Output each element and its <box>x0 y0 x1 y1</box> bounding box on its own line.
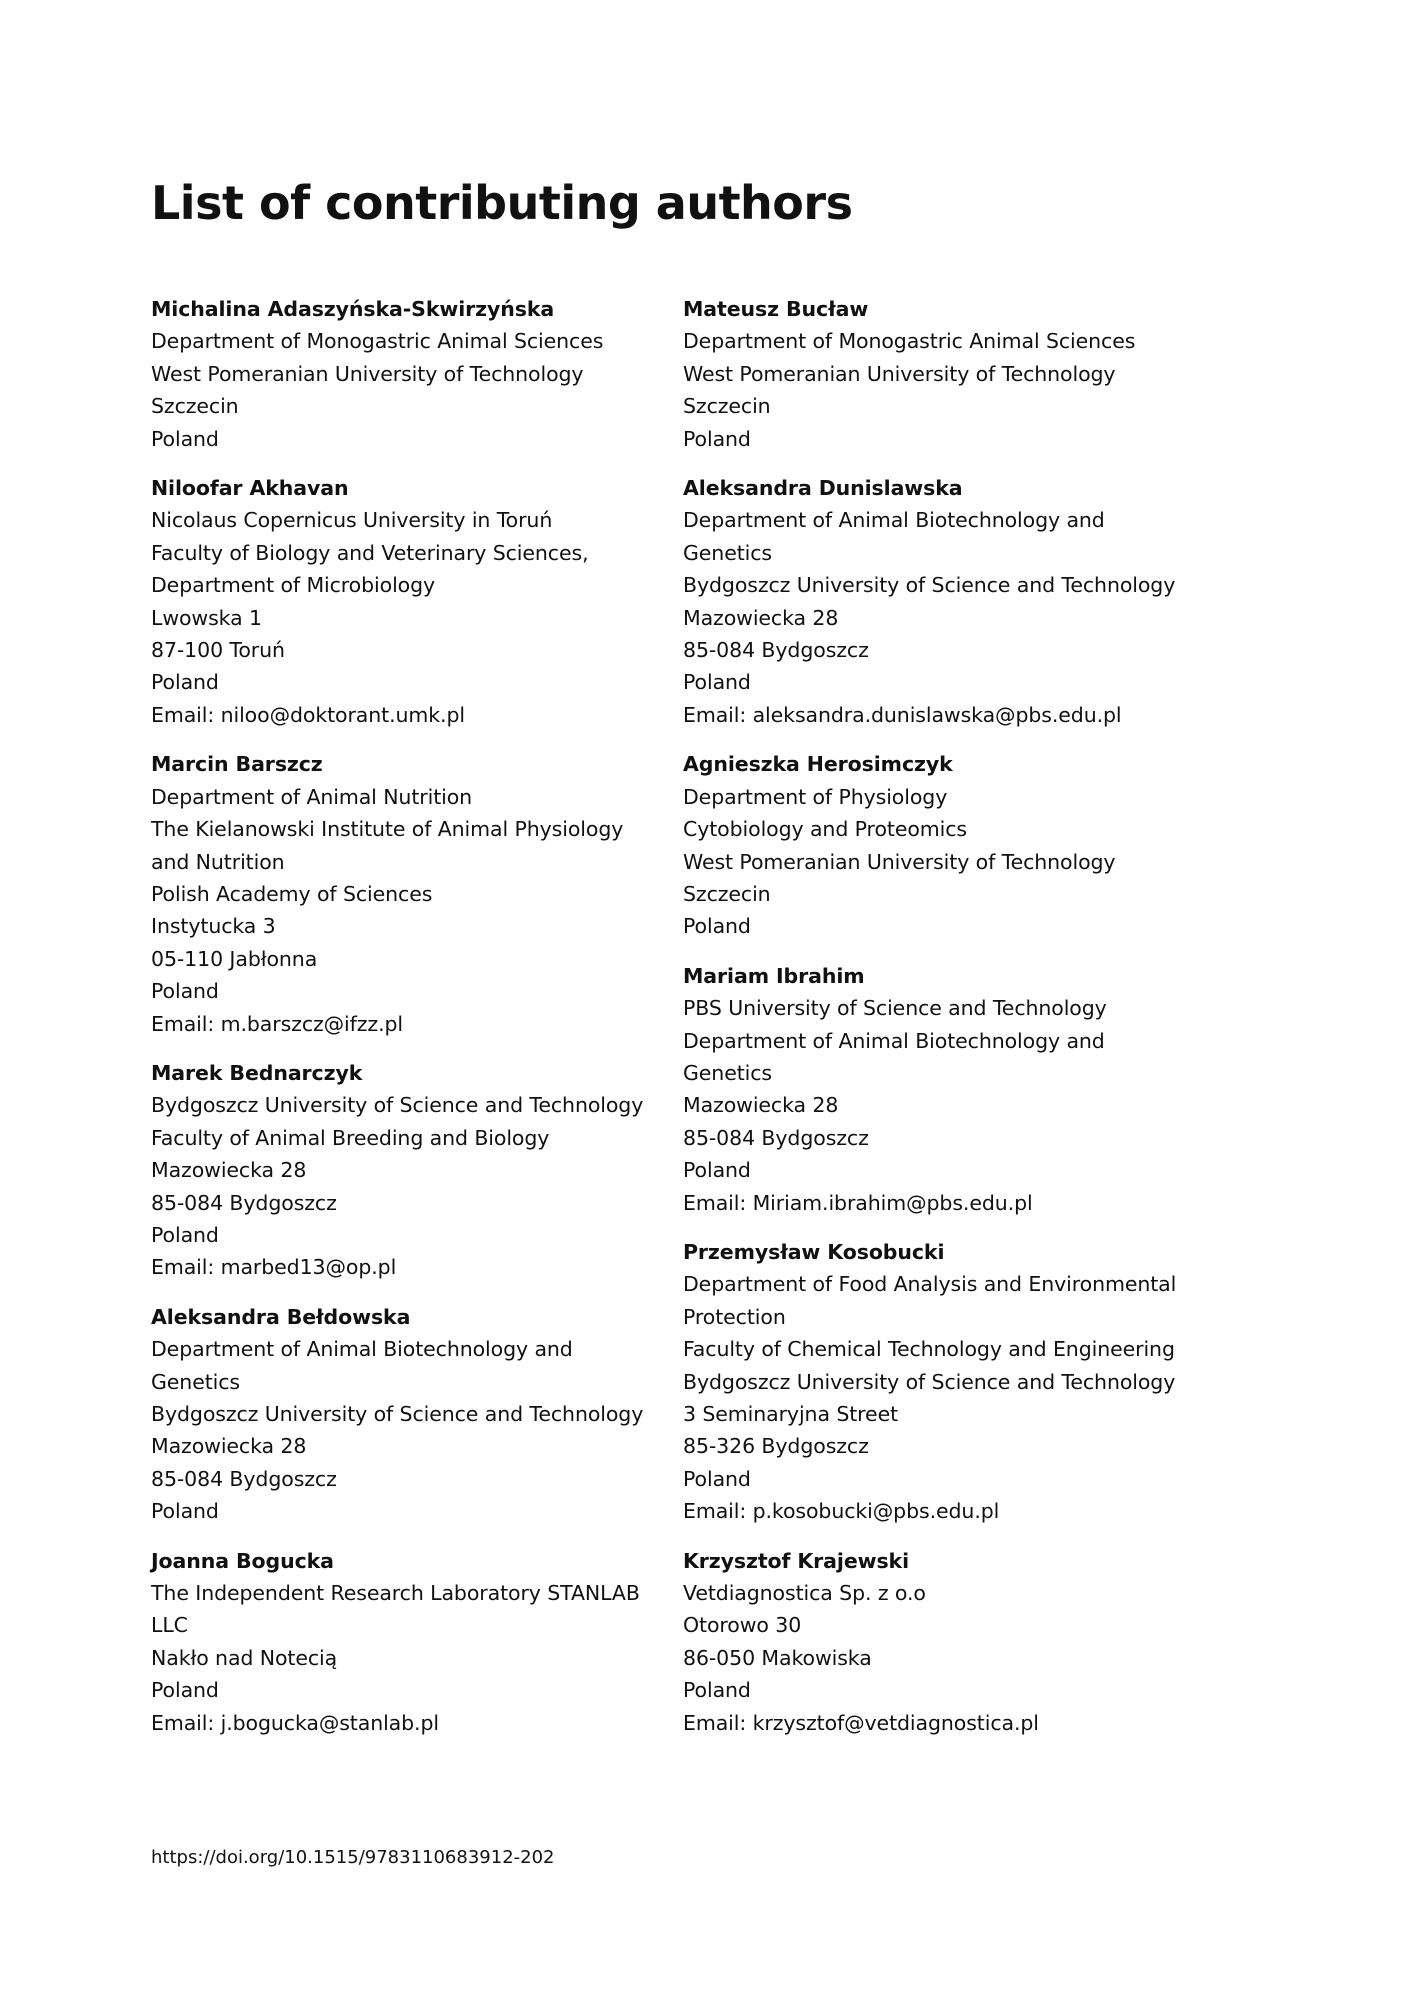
author-affiliation-line: 85-326 Bydgoszcz <box>683 1434 869 1459</box>
author-affiliation-line: LLC <box>151 1613 188 1638</box>
author-affiliation-line: Nakło nad Notecią <box>151 1645 338 1670</box>
author-entry <box>151 748 671 1040</box>
author-affiliation-line: Poland <box>151 426 219 451</box>
author-affiliation-line: Department of Animal Biotechnology and <box>683 1028 1105 1053</box>
author-entry <box>683 293 1203 455</box>
author-affiliation-line: Bydgoszcz University of Science and Technology <box>683 1369 1176 1394</box>
author-affiliation-line: Department of Physiology <box>683 784 948 809</box>
author-name: Marek Bednarczyk <box>151 1060 363 1085</box>
author-affiliation-line: Faculty of Biology and Veterinary Sciences, <box>151 540 589 565</box>
author-affiliation-line: Szczecin <box>683 394 771 419</box>
author-name: Agnieszka Herosimczyk <box>683 752 953 777</box>
author-email: Email: krzysztof@vetdiagnostica.pl <box>683 1710 1039 1735</box>
author-name: Marcin Barszcz <box>151 752 323 777</box>
author-entry <box>683 1545 1203 1739</box>
author-entry <box>683 748 1203 942</box>
author-entry <box>683 960 1203 1219</box>
author-name: Mariam Ibrahim <box>683 963 865 988</box>
author-list-left-column <box>151 293 671 1756</box>
author-affiliation-line: Bydgoszcz University of Science and Technology <box>151 1402 644 1426</box>
author-affiliation-line: Poland <box>683 670 751 695</box>
author-affiliation-line: Instytucka 3 <box>151 914 276 939</box>
author-affiliation-line: Genetics <box>151 1369 240 1394</box>
author-affiliation-line: Faculty of Chemical Technology and Engineering <box>683 1337 1175 1362</box>
author-email: Email: Miriam.ibrahim@pbs.edu.pl <box>683 1190 1033 1215</box>
author-affiliation-line: Bydgoszcz University of Science and Technology <box>151 1093 644 1118</box>
author-name: Michalina Adaszyńska-Skwirzyńska <box>151 297 555 321</box>
author-affiliation-line: 3 Seminaryjna Street <box>683 1402 899 1426</box>
author-name: Niloofar Akhavan <box>151 476 349 501</box>
author-affiliation-line: Poland <box>683 1678 751 1703</box>
author-affiliation-line: Cytobiology and Proteomics <box>683 817 967 842</box>
page-title: List of contributing authors <box>151 176 853 230</box>
author-affiliation-line: Nicolaus Copernicus University in Toruń <box>151 508 553 533</box>
author-affiliation-line: Poland <box>683 426 751 451</box>
author-affiliation-line: Poland <box>683 1158 751 1183</box>
author-affiliation-line: Department of Microbiology <box>151 573 436 598</box>
author-name: Przemysław Kosobucki <box>683 1239 945 1264</box>
author-email: Email: marbed13@op.pl <box>151 1255 397 1280</box>
author-entry <box>151 1545 671 1739</box>
author-affiliation-line: Mazowiecka 28 <box>683 605 839 630</box>
author-affiliation-line: Department of Animal Biotechnology and <box>683 508 1105 533</box>
author-affiliation-line: PBS University of Science and Technology <box>683 996 1107 1021</box>
author-affiliation-line: Mazowiecka 28 <box>151 1434 307 1459</box>
author-affiliation-line: West Pomeranian University of Technology <box>683 849 1116 874</box>
author-affiliation-line: West Pomeranian University of Technology <box>683 361 1116 386</box>
author-affiliation-line: Genetics <box>683 540 772 565</box>
author-email: Email: m.barszcz@ifzz.pl <box>151 1011 404 1036</box>
author-affiliation-line: 85-084 Bydgoszcz <box>151 1466 337 1491</box>
author-name: Mateusz Bucław <box>683 297 869 321</box>
author-entry <box>151 1301 671 1528</box>
author-affiliation-line: 85-084 Bydgoszcz <box>683 638 869 663</box>
author-affiliation-line: Poland <box>151 1499 219 1524</box>
author-email: Email: aleksandra.dunislawska@pbs.edu.pl <box>683 702 1122 727</box>
author-affiliation-line: Poland <box>151 670 219 695</box>
author-affiliation-line: Mazowiecka 28 <box>151 1158 307 1183</box>
author-entry <box>683 1236 1203 1528</box>
author-affiliation-line: Szczecin <box>683 881 771 906</box>
author-affiliation-line: and Nutrition <box>151 849 285 874</box>
author-name: Aleksandra Dunislawska <box>683 476 963 501</box>
author-affiliation-line: Mazowiecka 28 <box>683 1093 839 1118</box>
author-affiliation-line: 85-084 Bydgoszcz <box>683 1125 869 1150</box>
author-entry <box>683 472 1203 731</box>
author-entry <box>151 1057 671 1284</box>
author-affiliation-line: Bydgoszcz University of Science and Technology <box>683 573 1176 598</box>
author-affiliation-line: Department of Monogastric Animal Sciences <box>151 329 604 354</box>
author-affiliation-line: 86-050 Makowiska <box>683 1645 872 1670</box>
author-affiliation-line: 05-110 Jabłonna <box>151 946 318 971</box>
author-affiliation-line: Faculty of Animal Breeding and Biology <box>151 1125 550 1150</box>
author-affiliation-line: Poland <box>151 1678 219 1703</box>
author-list-right-column <box>683 293 1203 1756</box>
author-affiliation-line: Genetics <box>683 1060 772 1085</box>
author-email: Email: niloo@doktorant.umk.pl <box>151 702 465 727</box>
author-affiliation-line: 87-100 Toruń <box>151 638 285 663</box>
author-affiliation-line: Department of Animal Biotechnology and <box>151 1337 573 1362</box>
author-affiliation-line: The Kielanowski Institute of Animal Physiology <box>151 817 624 842</box>
author-affiliation-line: Protection <box>683 1304 786 1329</box>
author-name: Krzysztof Krajewski <box>683 1548 910 1573</box>
author-affiliation-line: Poland <box>683 1466 751 1491</box>
author-affiliation-line: 85-084 Bydgoszcz <box>151 1190 337 1215</box>
author-affiliation-line: Szczecin <box>151 394 239 419</box>
author-affiliation-line: Department of Monogastric Animal Sciences <box>683 329 1136 354</box>
author-affiliation-line: Department of Animal Nutrition <box>151 784 473 809</box>
author-entry <box>151 472 671 731</box>
author-affiliation-line: Otorowo 30 <box>683 1613 802 1638</box>
author-email: Email: j.bogucka@stanlab.pl <box>151 1710 439 1735</box>
author-affiliation-line: Poland <box>151 1222 219 1247</box>
author-affiliation-line: Lwowska 1 <box>151 605 262 630</box>
author-email: Email: p.kosobucki@pbs.edu.pl <box>683 1499 1000 1524</box>
author-affiliation-line: Polish Academy of Sciences <box>151 881 433 906</box>
author-affiliation-line: The Independent Research Laboratory STANLAB <box>151 1581 640 1606</box>
author-affiliation-line: Poland <box>683 914 751 939</box>
author-entry <box>151 293 671 455</box>
author-affiliation-line: Poland <box>151 979 219 1004</box>
author-affiliation-line: Vetdiagnostica Sp. z o.o <box>683 1581 926 1606</box>
author-affiliation-line: Department of Food Analysis and Environmental <box>683 1272 1177 1297</box>
doi-footer: https://doi.org/10.1515/9783110683912-202 <box>151 1847 555 1868</box>
author-name: Aleksandra Bełdowska <box>151 1304 411 1329</box>
author-affiliation-line: West Pomeranian University of Technology <box>151 361 584 386</box>
author-name: Joanna Bogucka <box>151 1548 334 1573</box>
